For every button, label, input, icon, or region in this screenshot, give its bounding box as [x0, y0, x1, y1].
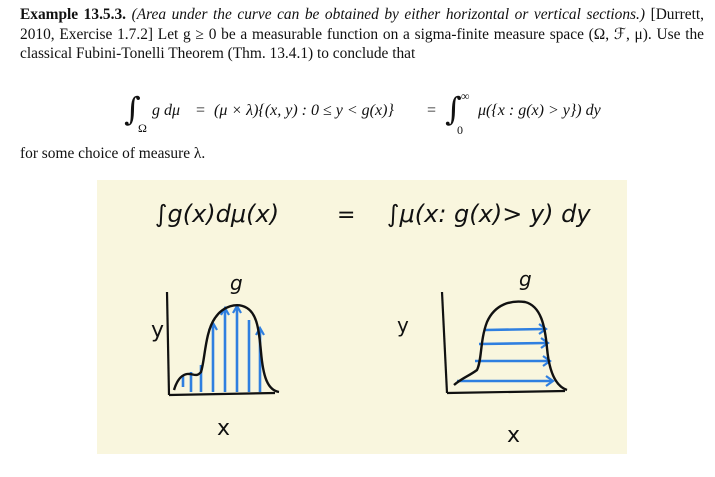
right-plot [397, 267, 567, 448]
figure-title-left: ∫g(x)dμ(x) [155, 200, 280, 228]
right-y-axis [442, 292, 447, 393]
equation-equals-2: = [427, 102, 437, 119]
figure-title-equals: = [337, 203, 356, 228]
figure-title-right: ∫μ(x: g(x)> y) dy [387, 200, 591, 228]
right-y-label: y [397, 313, 409, 337]
equation-rhs: μ({x : g(x) > y}) dy [478, 102, 601, 119]
left-x-label: x [217, 416, 231, 441]
left-vertical-sections [183, 308, 260, 392]
equation-rhs-lower: 0 [457, 123, 463, 137]
right-x-axis [447, 391, 565, 393]
example-paragraph [20, 5, 704, 64]
right-curve [454, 302, 567, 390]
right-curve-label: g [519, 267, 532, 291]
left-y-axis [167, 292, 169, 395]
integral-sign-right: ∫ [445, 90, 462, 128]
example-label: Example 13.5.3. [20, 6, 127, 23]
example-citation: [Durrett, 2010, Exercise 1.7.2] [20, 6, 704, 43]
left-x-axis [169, 393, 275, 395]
right-x-label: x [507, 423, 521, 448]
equation-equals-1: = [196, 102, 206, 119]
handwritten-figure [97, 180, 627, 454]
equation-rhs-upper: ∞ [461, 89, 470, 103]
left-curve-label: g [230, 271, 243, 295]
left-plot [151, 271, 279, 441]
integral-sign-left: ∫ [124, 90, 141, 128]
equation-middle: (μ × λ){(x, y) : 0 ≤ y < g(x)} [214, 102, 394, 119]
example-body: Let g ≥ 0 be a measurable function on a sigma-finite measure space (Ω, ℱ, μ). Use the classical Fubini-Tonelli Theorem (Thm. 13.4.1) to conclude that [20, 25, 705, 63]
after-text: for some choice of measure λ. [20, 145, 206, 162]
equation-lhs: g dμ [152, 102, 181, 119]
equation-lhs-subscript: Ω [138, 121, 147, 135]
example-title: (Area under the curve can be obtained by either horizontal or vertical sections.) [131, 6, 646, 23]
display-equation [0, 88, 715, 138]
left-y-label: y [151, 318, 165, 343]
